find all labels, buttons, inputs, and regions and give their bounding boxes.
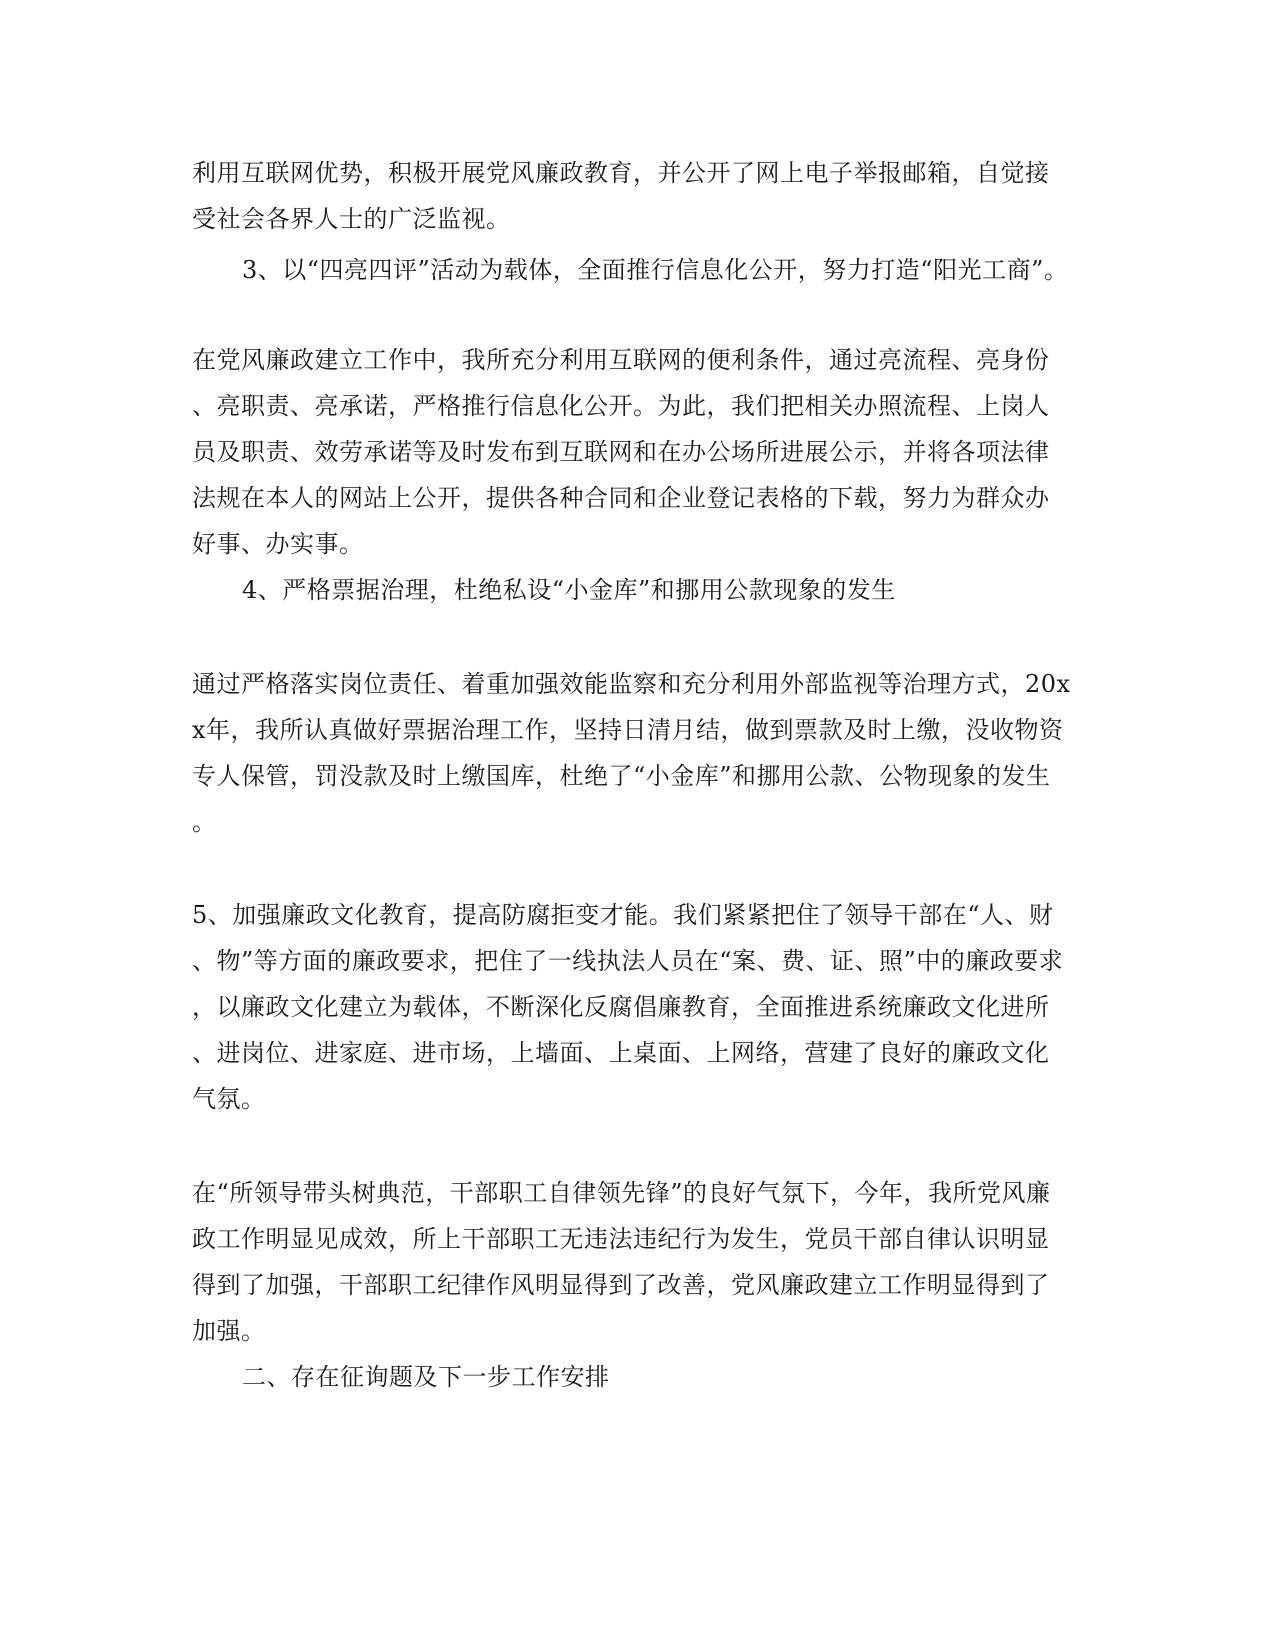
text-line: 政工作明显见成效，所上干部职工无违法违纪行为发生，党员干部自律认识明显 bbox=[192, 1225, 1050, 1253]
text-line: 在党风廉政建立工作中，我所充分利用互联网的便利条件，通过亮流程、亮身份 bbox=[192, 346, 1050, 374]
text-line: x年，我所认真做好票据治理工作，坚持日清月结，做到票款及时上缴，没收物资 bbox=[192, 716, 1064, 744]
section-heading: 4、严格票据治理，杜绝私设“小金库”和挪用公款现象的发生 bbox=[242, 576, 896, 604]
section-heading: 3、以“四亮四评”活动为载体，全面推行信息化公开，努力打造“阳光工商”。 bbox=[242, 256, 1069, 284]
text-line: 5、加强廉政文化教育，提高防腐拒变才能。我们紧紧把住了领导干部在“人、财 bbox=[192, 901, 1054, 929]
text-line: 受社会各界人士的广泛监视。 bbox=[192, 205, 511, 233]
text-line: 员及职责、效劳承诺等及时发布到互联网和在办公场所进展公示，并将各项法律 bbox=[192, 438, 1050, 466]
text-line: 利用互联网优势，积极开展党风廉政教育，并公开了网上电子举报邮箱，自觉接 bbox=[192, 159, 1050, 187]
text-line: 通过严格落实岗位责任、着重加强效能监察和充分利用外部监视等治理方式，20x bbox=[192, 670, 1071, 698]
text-line: 专人保管，罚没款及时上缴国库，杜绝了“小金库”和挪用公款、公物现象的发生 bbox=[192, 762, 1051, 790]
text-line: 在“所领导带头树典范，干部职工自律领先锋”的良好气氛下，今年，我所党风廉 bbox=[192, 1179, 1051, 1207]
text-line: 、亮职责、亮承诺，严格推行信息化公开。为此，我们把相关办照流程、上岗人 bbox=[192, 392, 1050, 420]
text-line: 气氛。 bbox=[192, 1085, 266, 1113]
section-heading: 二、存在征询题及下一步工作安排 bbox=[242, 1363, 610, 1391]
text-line: 。 bbox=[192, 808, 217, 836]
text-line: 加强。 bbox=[192, 1317, 266, 1345]
text-line: 得到了加强，干部职工纪律作风明显得到了改善，党风廉政建立工作明显得到了 bbox=[192, 1271, 1050, 1299]
text-line: ，以廉政文化建立为载体，不断深化反腐倡廉教育，全面推进系统廉政文化进所 bbox=[192, 993, 1050, 1021]
text-line: 好事、办实事。 bbox=[192, 530, 364, 558]
text-line: 、物”等方面的廉政要求，把住了一线执法人员在“案、费、证、照”中的廉政要求 bbox=[192, 947, 1064, 975]
text-line: 法规在本人的网站上公开，提供各种合同和企业登记表格的下载，努力为群众办 bbox=[192, 484, 1050, 512]
text-line: 、进岗位、进家庭、进市场，上墙面、上桌面、上网络，营建了良好的廉政文化 bbox=[192, 1039, 1050, 1067]
